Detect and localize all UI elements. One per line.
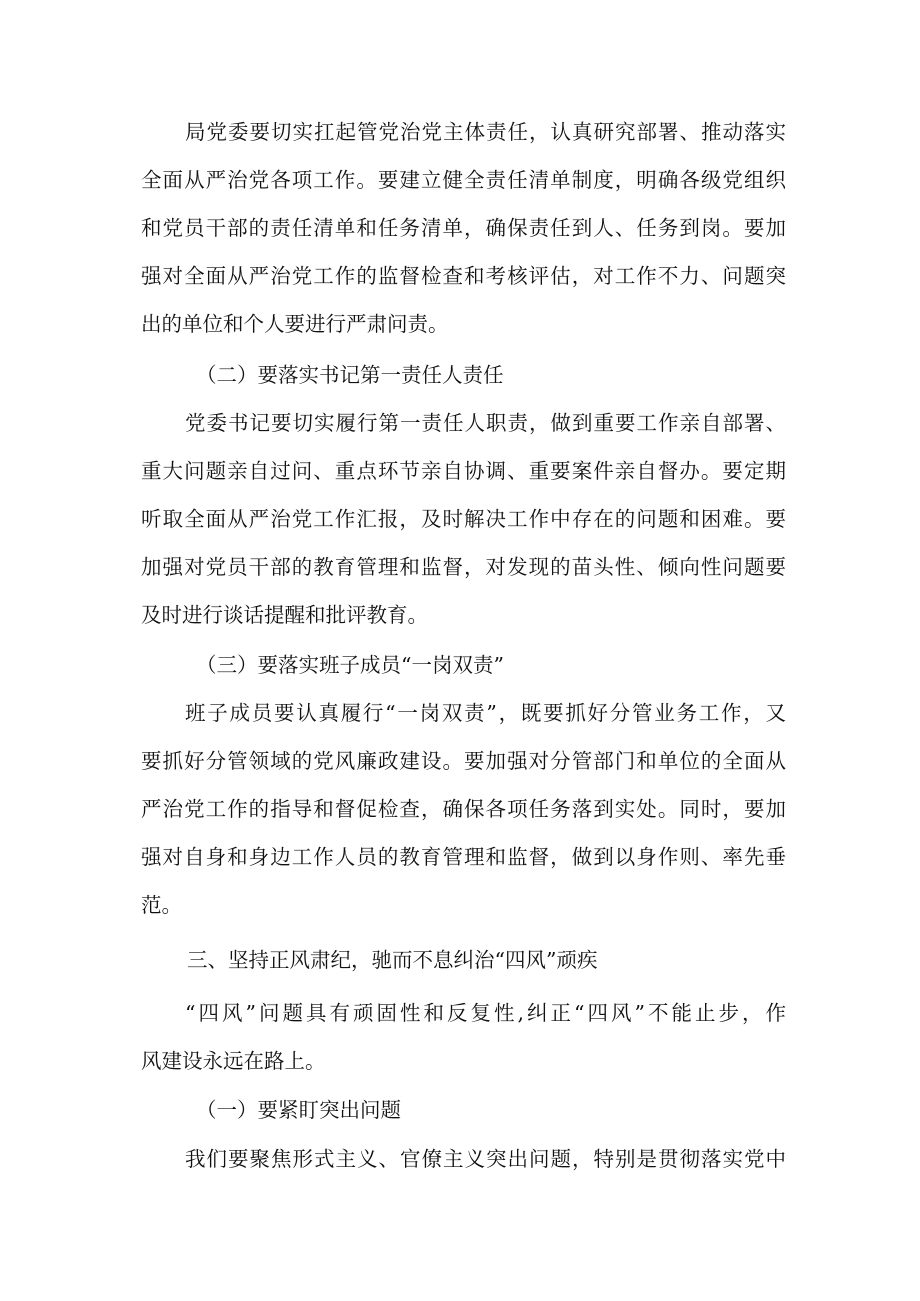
subsection-heading: （二）要落实书记第一责任人责任 (196, 363, 504, 387)
paragraph-line: 风建设永远在路上。 (141, 1049, 326, 1073)
paragraph-line: 重大问题亲自过问、重点环节亲自协调、重要案件亲自督办。要定期 (141, 459, 786, 483)
paragraph-line: 全面从严治党各项工作。要建立健全责任清单制度，明确各级党组织 (141, 168, 786, 192)
paragraph-line: 党委书记要切实履行第一责任人职责，做到重要工作亲自部署、 (185, 411, 786, 435)
paragraph-line: 强对自身和身边工作人员的教育管理和监督，做到以身作则、率先垂 (141, 845, 786, 869)
paragraph-line: 范。 (141, 893, 182, 917)
paragraph-line: 和党员干部的责任清单和任务清单，确保责任到人、任务到岗。要加 (141, 216, 786, 240)
paragraph-line: 局党委要切实扛起管党治党主体责任，认真研究部署、推动落实 (185, 120, 786, 144)
paragraph-line: 强对全面从严治党工作的监督检查和考核评估，对工作不力、问题突 (141, 264, 786, 288)
paragraph-line: “四风”问题具有顽固性和反复性,纠正“四风”不能止步，作 (185, 1001, 786, 1025)
paragraph-line: 加强对党员干部的教育管理和监督，对发现的苗头性、倾向性问题要 (141, 555, 786, 579)
paragraph-line: 及时进行谈话提醒和批评教育。 (141, 603, 428, 627)
subsection-heading: （三）要落实班子成员“一岗双责” (196, 653, 504, 677)
paragraph-line: 班子成员要认真履行“一岗双责”，既要抓好分管业务工作，又 (185, 701, 786, 725)
paragraph-line: 要抓好分管领域的党风廉政建设。要加强对分管部门和单位的全面从 (141, 749, 786, 773)
paragraph-line: 我们要聚焦形式主义、官僚主义突出问题，特别是贯彻落实党中 (185, 1147, 786, 1171)
paragraph-line: 听取全面从严治党工作汇报，及时解决工作中存在的问题和困难。要 (141, 507, 786, 531)
paragraph-line: 严治党工作的指导和督促检查，确保各项任务落到实处。同时，要加 (141, 797, 786, 821)
paragraph-line: 出的单位和个人要进行严肃问责。 (141, 312, 449, 336)
subsection-heading: （一）要紧盯突出问题 (196, 1098, 401, 1122)
section-heading: 三、坚持正风肃纪，驰而不息纠治“四风”顽疾 (187, 948, 598, 972)
